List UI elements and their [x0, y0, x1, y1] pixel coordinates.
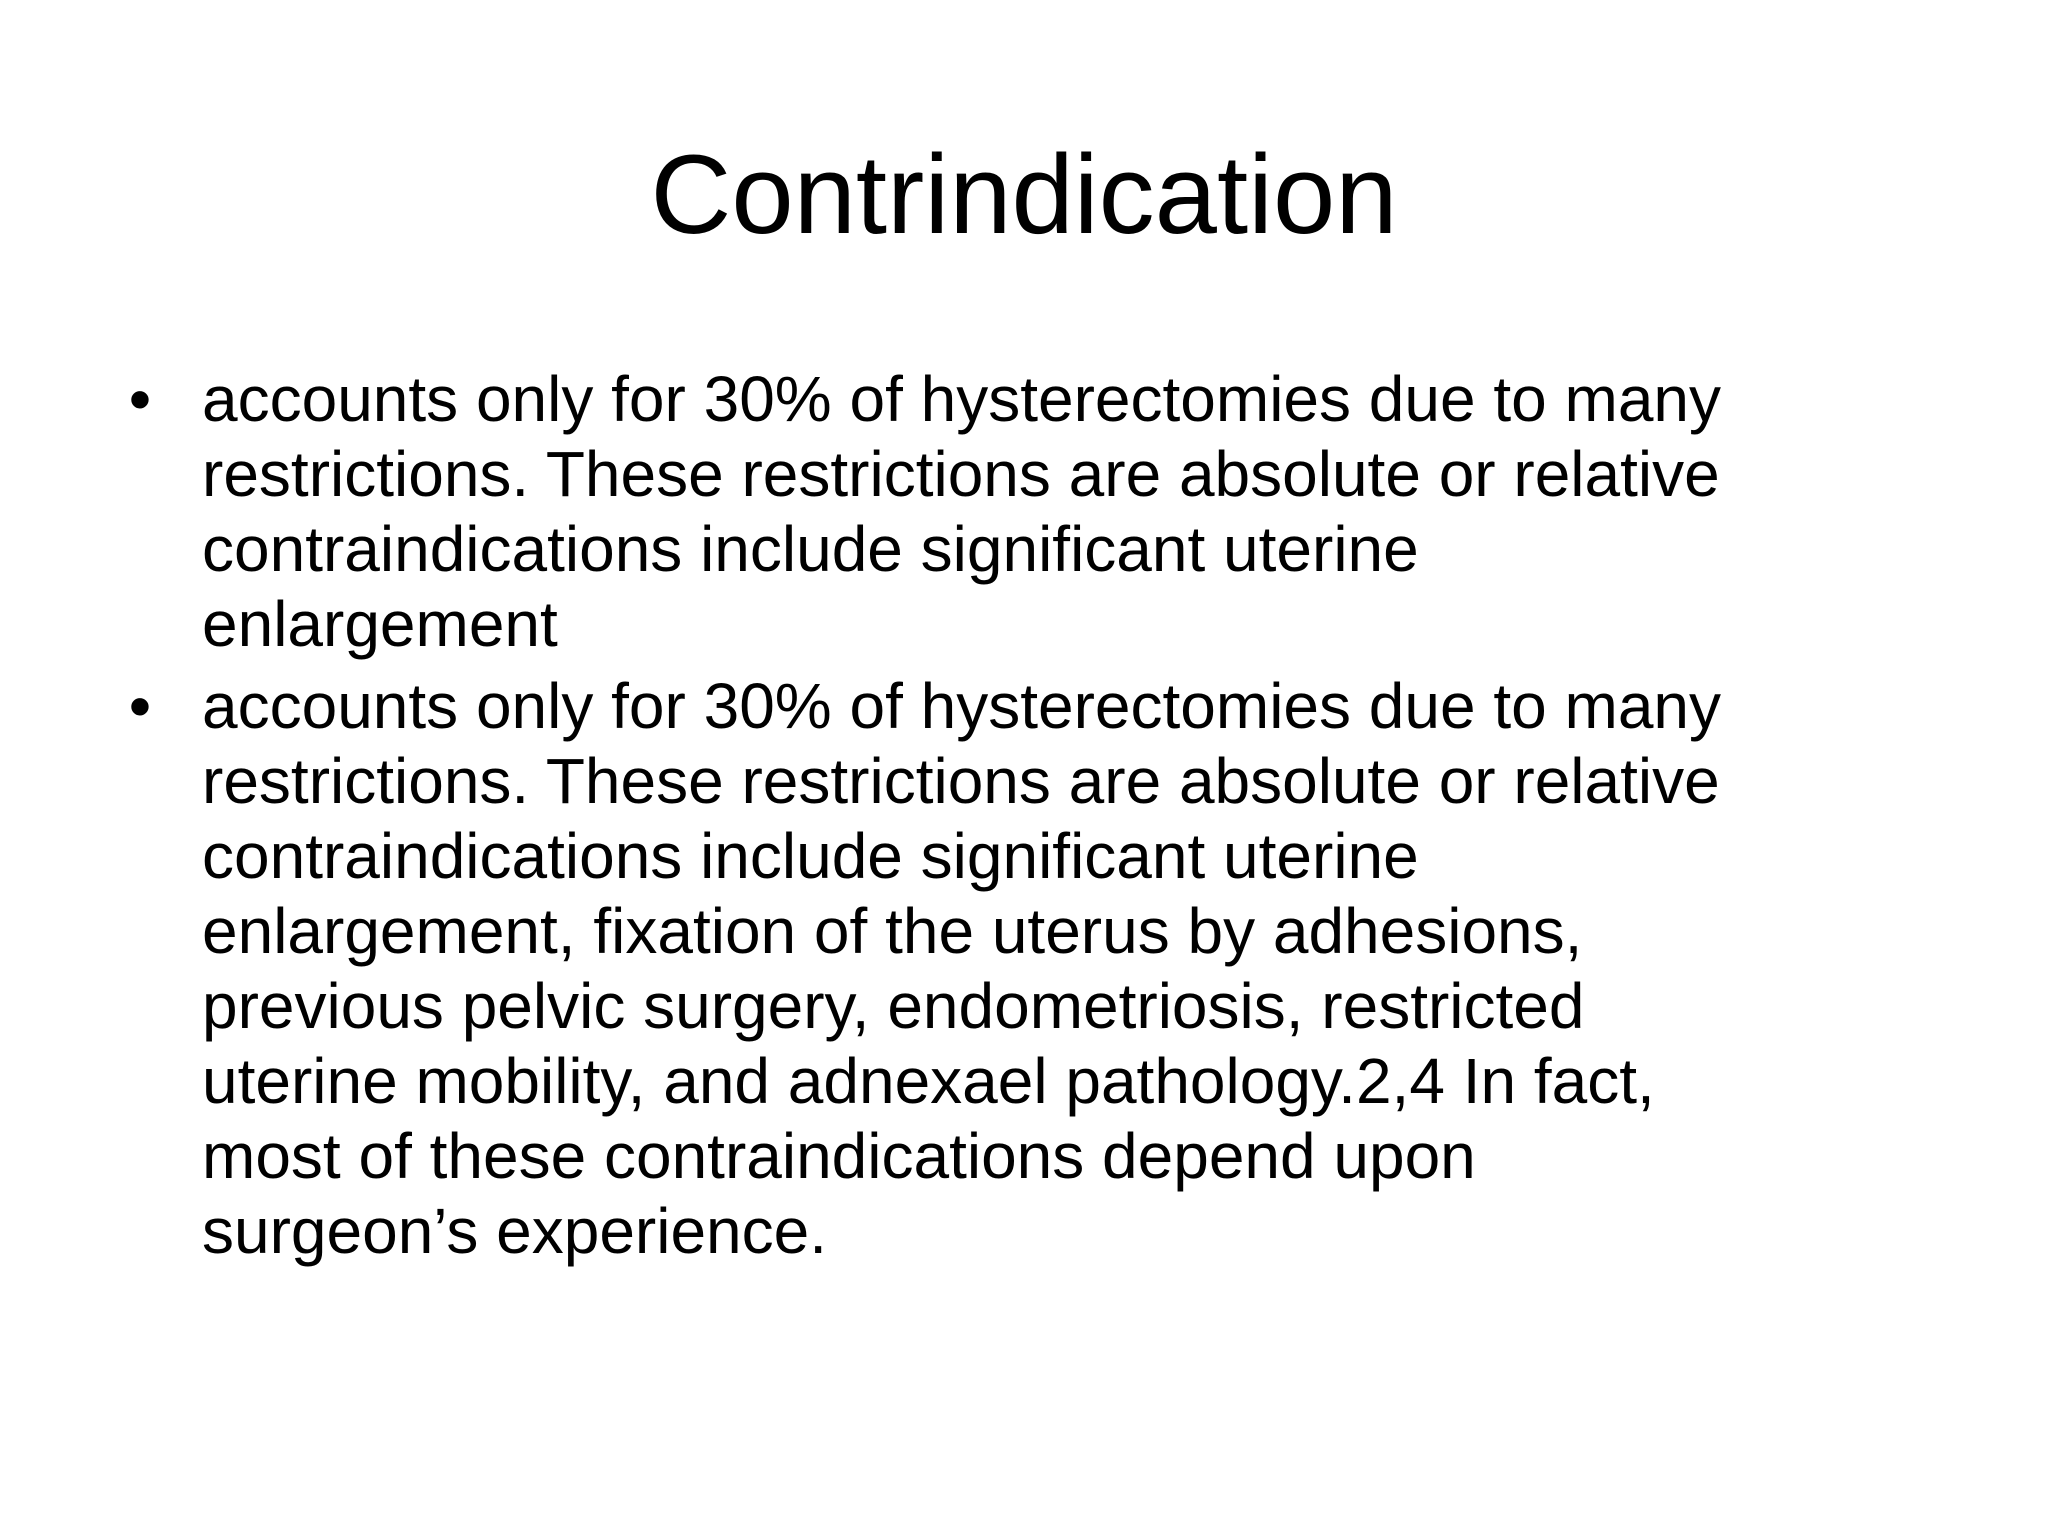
bullet-line: accounts only for 30% of hysterectomies due to many: [202, 670, 1721, 742]
bullet-line: contraindications include significant uterine: [202, 820, 1419, 892]
bullet-line: restrictions. These restrictions are absolute or relative: [202, 438, 1720, 510]
bullet-line: previous pelvic surgery, endometriosis, restricted: [202, 970, 1585, 1042]
bullet-line: enlargement, fixation of the uterus by adhesions,: [202, 895, 1583, 967]
bullet-line: surgeon’s experience.: [202, 1195, 827, 1267]
bullet-item-1: [120, 362, 1920, 662]
bullet-icon: •: [128, 363, 152, 435]
slide-title: Contrindication: [650, 132, 1398, 257]
bullet-item-2: [120, 669, 1920, 1269]
bullet-line: accounts only for 30% of hysterectomies due to many: [202, 363, 1721, 435]
bullet-list: [120, 362, 1920, 1276]
bullet-icon: •: [128, 670, 152, 742]
bullet-line: restrictions. These restrictions are absolute or relative: [202, 745, 1720, 817]
bullet-line: enlargement: [202, 588, 558, 660]
bullet-line: contraindications include significant uterine: [202, 513, 1419, 585]
bullet-line: uterine mobility, and adnexael pathology.2,4 In fact,: [202, 1045, 1655, 1117]
bullet-line: most of these contraindications depend upon: [202, 1120, 1476, 1192]
